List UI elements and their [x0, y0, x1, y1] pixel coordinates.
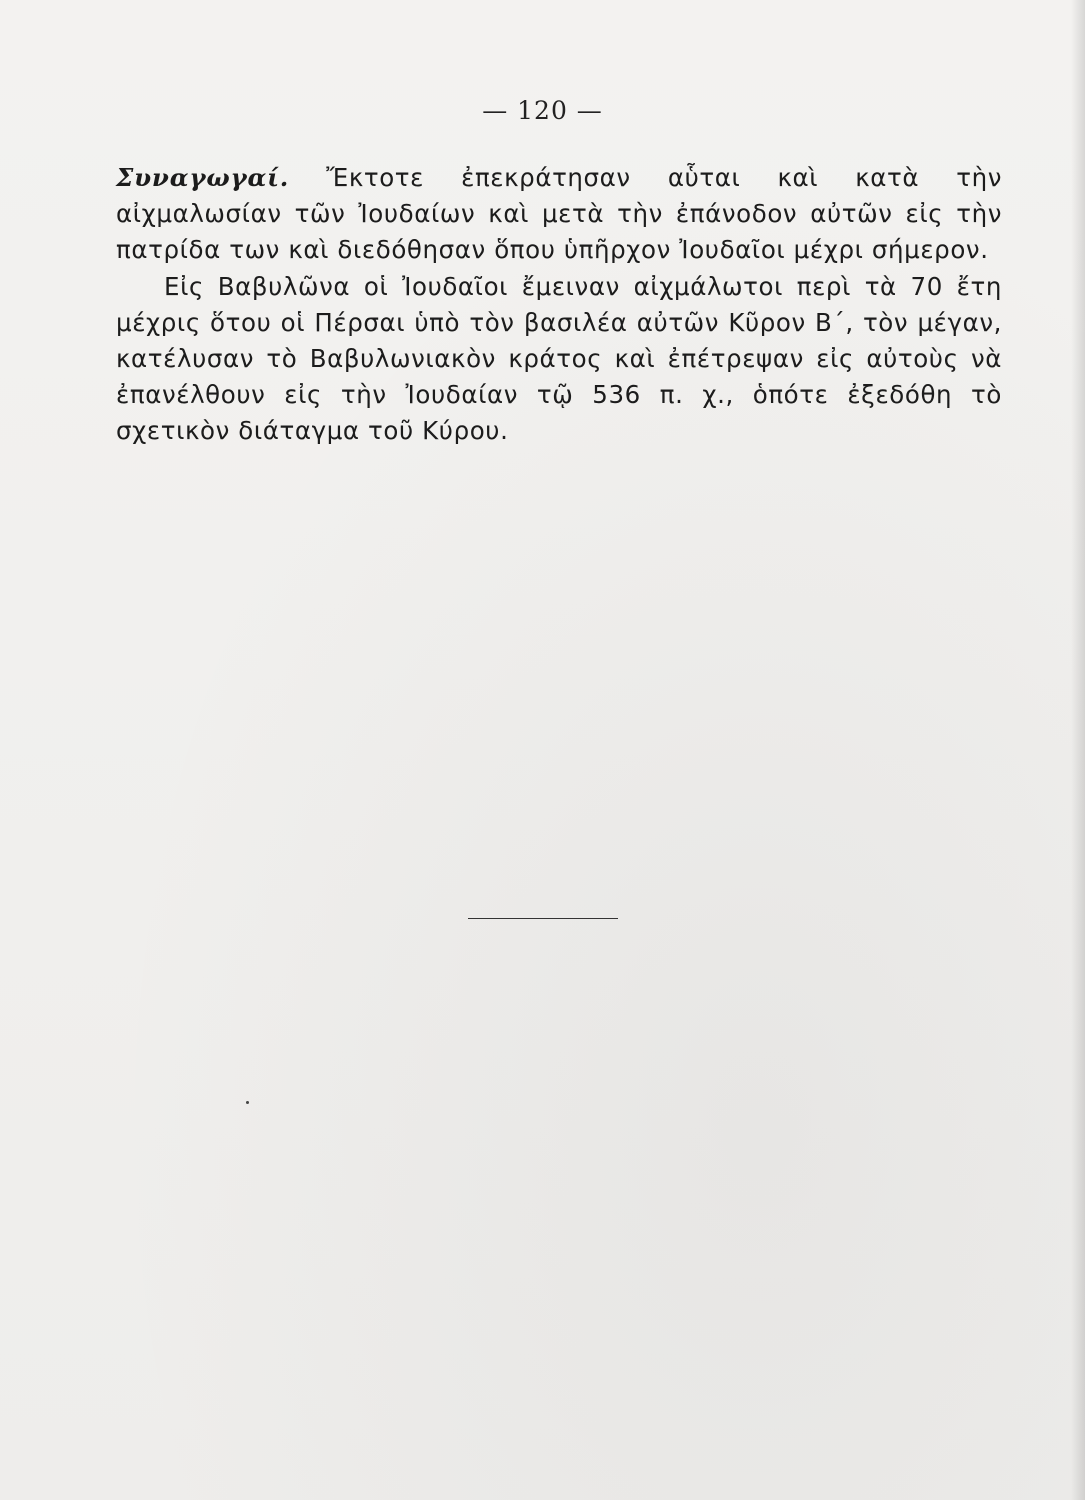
scan-speck	[246, 1101, 249, 1104]
page-number: — 120 —	[482, 96, 603, 125]
section-divider	[468, 918, 618, 919]
paragraph-text: Ἔκτοτε ἐπεκράτησαν αὗται καὶ κατὰ τὴν αἰχμαλωσίαν τῶν Ἰουδαίων καὶ μετὰ τὴν ἐπάνοδον αὐτῶν εἰς τὴν πατρίδα των καὶ διεδόθησαν ὅπου ὑπῆρχον Ἰουδαῖοι μέχρι σήμερον.	[116, 163, 1002, 265]
paragraph-babylon: Εἰς Βαβυλῶνα οἱ Ἰουδαῖοι ἔμειναν αἰχμάλωτοι περὶ τὰ 70 ἔτη μέχρις ὅτου οἱ Πέρσαι ὑπὸ τὸν βασιλέα αὐτῶν Κῦρον Β΄, τὸν μέγαν, κατέλυσαν τὸ Βαβυλωνιακὸν κράτος καὶ ἐπέτρεψαν εἰς αὐτοὺς νὰ ἐπανέλθουν εἰς τὴν Ἰουδαίαν τῷ 536 π. χ., ὁπότε ἐξεδόθη τὸ σχετικὸν διάταγμα τοῦ Κύρου.	[116, 271, 1002, 446]
body-text	[116, 160, 1002, 450]
paragraph-lead-term: Συναγωγαί.	[116, 163, 290, 192]
paragraph-synagogues	[116, 160, 1002, 269]
page-edge-shadow	[1071, 0, 1085, 1500]
